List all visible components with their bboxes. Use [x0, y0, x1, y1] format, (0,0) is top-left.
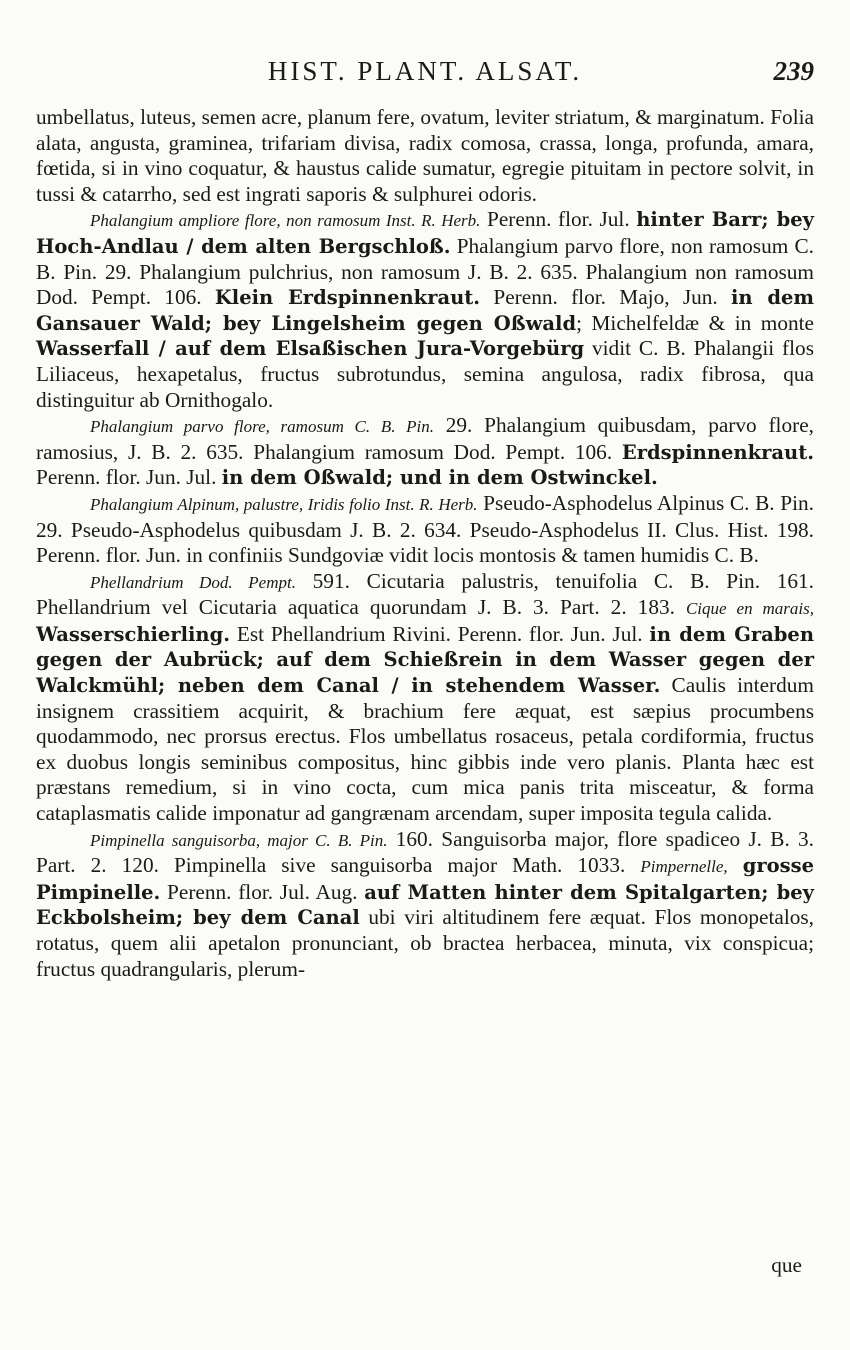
- text-segment: Caulis interdum insignem crassitiem acquirit, & brachium fere æquat, est sæpius procumbens quodammodo, nec prorsus erectus. Flos umbellatus rosaceus, petala cordiformia, fructus ex duobus longis seminibus compositus, hinc gibbis inde vero planis. Planta hæc est præstans remedium, si in vino cocta, cum mica panis trita misceatur, & forma cataplasmatis calide imponatur ad gangrænam arcendam, super imposita tegula calida.: [36, 673, 814, 826]
- german-locality: hinter Barr; bey Hoch-Andlau / dem alten Bergschloß.: [36, 208, 815, 258]
- paragraph: [36, 413, 814, 491]
- running-title: HIST. PLANT. ALSAT.: [267, 56, 583, 86]
- text-segment: Pseudo-Asphodelus Alpinus C. B. Pin. 29. Pseudo-Asphodelus quibusdam J. B. 2. 634. Pseudo-Asphodelus II. Clus. Hist. 198. Perenn. flor. Jun. in confiniis Sundgoviæ vidit locis montosis & tamen humidis C. B.: [36, 490, 814, 568]
- text-segment: 591. Cicutaria palustris, tenuifolia C. B. Pin. 161. Phellandrium vel Cicutaria aquatica quorundam J. B. 3. Part. 2. 183.: [36, 568, 814, 620]
- text-segment: Perenn. flor. Jul. Aug.: [160, 879, 365, 904]
- latin-entry-name: Phalangium Alpinum, palustre, Iridis folio Inst. R. Herb.: [90, 494, 478, 514]
- german-locality: auf Matten hinter dem Spitalgarten; bey Eckbolsheim; bey dem Canal: [36, 880, 814, 930]
- text-segment: 29. Phalangium quibusdam, parvo flore, ramosius, J. B. 2. 635. Phalangium ramosum Dod. Pempt. 106.: [36, 413, 814, 464]
- latin-entry-name: Phalangium parvo flore, ramosum C. B. Pin.: [90, 417, 434, 437]
- text-segment: ubi viri altitudinem fere æquat. Flos monopetalos, rotatus, quem alii apetalon pronunciant, ob bractea herbacea, minuta, vix conspicua; fructus quadrangularis, plerum-: [36, 905, 814, 981]
- text-segment: Perenn. flor. Jun. Jul.: [36, 465, 222, 490]
- text-segment: vidit C. B. Phalangii flos Liliaceus, hexapetalus, fructus subrotundus, semina angulosa, radix fibrosa, qua distinguitur ab Ornithogalo.: [36, 336, 814, 412]
- paragraph: [36, 105, 814, 207]
- german-locality: Wasserschierling.: [36, 622, 231, 646]
- german-locality: Erdspinnenkraut.: [621, 440, 814, 464]
- german-locality: Klein Erdspinnenkraut.: [214, 286, 481, 310]
- german-locality: in dem Gansauer Wald; bey Lingelsheim gegen Oßwald: [36, 286, 814, 335]
- latin-entry-name: Phellandrium Dod. Pempt.: [90, 572, 296, 592]
- text-segment: Perenn. flor. Majo, Jun.: [480, 285, 731, 310]
- latin-entry-name: Pimpinella sanguisorba, major C. B. Pin.: [90, 830, 388, 850]
- german-locality: grosse Pimpinelle.: [36, 854, 814, 904]
- text-segment: umbellatus, luteus, semen acre, planum fere, ovatum, leviter striatum, & marginatum. Folia alata, angusta, graminea, trifariam divisa, radix comosa, crassa, longa, profunda, amara, fœtida, si in vino coquatur, & haustus calide sumatur, egregie pituitam in pectore solvit, in tussi & catarrho, sed est ingrati saporis & sulphurei odoris.: [36, 105, 814, 206]
- running-head: [0, 56, 850, 90]
- page-number: 239: [773, 56, 814, 86]
- latin-entry-name: Phalangium ampliore flore, non ramosum Inst. R. Herb.: [90, 211, 481, 231]
- german-locality: in dem Graben gegen der Aubrück; auf dem Schießrein in dem Wasser gegen der Walckmühl; neben dem Canal / in stehendem Wasser.: [36, 622, 814, 698]
- text-segment: Phalangium parvo flore, non ramosum C. B. Pin. 29. Phalangium pulchrius, non ramosum J. B. 2. 635. Phalangium non ramosum Dod. Pempt. 106.: [36, 233, 814, 310]
- text-segment: ; Michelfeldæ & in monte: [576, 310, 814, 335]
- paragraph: [36, 207, 814, 413]
- text-segment: Est Phellandrium Rivini. Perenn. flor. Jun. Jul.: [230, 621, 650, 646]
- french-name: Pimpernelle,: [640, 857, 728, 877]
- paragraph: [36, 569, 814, 827]
- paragraph: [36, 491, 814, 569]
- body-text: [36, 105, 814, 982]
- paragraph: [36, 827, 814, 983]
- french-name: Cique en marais,: [685, 599, 814, 619]
- text-segment: [728, 853, 743, 877]
- text-segment: Perenn. flor. Jul.: [480, 207, 637, 232]
- text-segment: 160. Sanguisorba major, flore spadiceo J. B. 3. Part. 2. 120. Pimpinella sive sanguisorba major Math. 1033.: [36, 826, 814, 878]
- german-locality: Wasserfall / auf dem Elsaßischen Jura-Vorgebürg: [36, 337, 585, 361]
- german-locality: in dem Oßwald; und in dem Ostwinckel.: [221, 466, 658, 490]
- catchword: que: [771, 1253, 802, 1277]
